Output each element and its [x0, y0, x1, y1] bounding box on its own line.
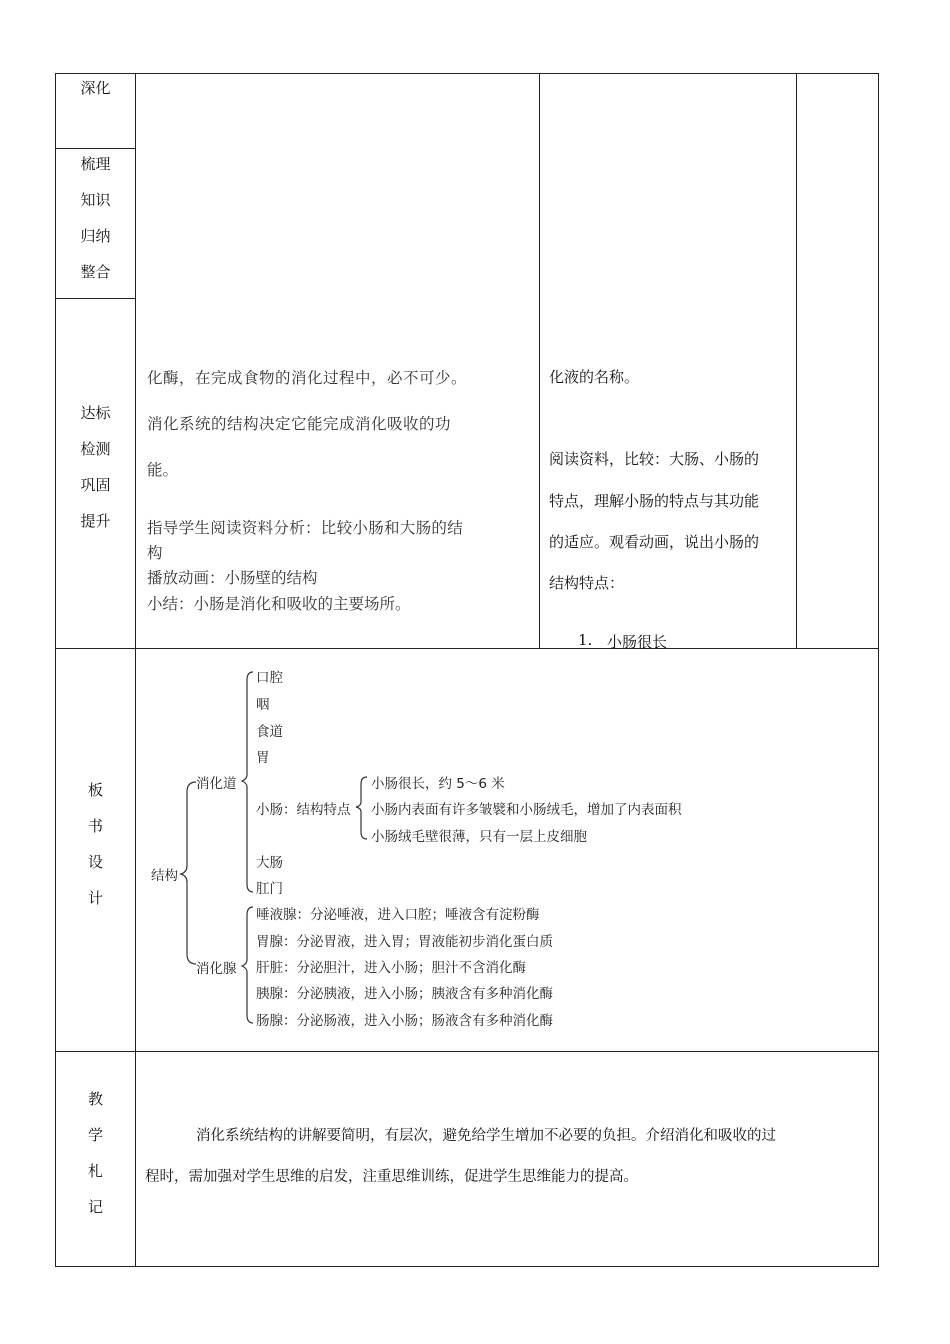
- label-char: 归纳: [80, 227, 111, 245]
- notes-line: 消化系统结构的讲解要简明，有层次，避免给学生增加不必要的负担。介绍消化和吸收的过: [196, 1128, 776, 1144]
- board-gland-item: 胰腺：分泌胰液，进入小肠；胰液含有多种消化酶: [256, 986, 553, 1002]
- student-line: 化液的名称。: [549, 368, 640, 386]
- board-tract-label: 消化道: [196, 776, 237, 792]
- label-char: 整合: [80, 263, 111, 281]
- student-line: 阅读资料，比较：大肠、小肠的: [549, 450, 760, 468]
- student-list-item: 小肠很长: [607, 633, 668, 651]
- label-char: 板: [87, 781, 103, 799]
- teacher-line: 播放动画：小肠壁的结构: [147, 569, 318, 587]
- board-large-intestine: 大肠: [256, 855, 283, 871]
- student-list-number: 1.: [578, 631, 593, 649]
- board-si-point: 小肠很长，约 5～6 米: [371, 776, 505, 792]
- label-char: 梳理: [80, 155, 111, 173]
- gland-brace: [242, 907, 253, 1023]
- board-si-point: 小肠绒毛壁很薄，只有一层上皮细胞: [371, 829, 587, 845]
- board-small-intestine: 小肠：结构特点: [256, 802, 351, 818]
- board-tract-item: 咽: [256, 697, 270, 713]
- board-root: 结构: [151, 868, 178, 884]
- label-text: 深化: [80, 79, 111, 97]
- root-brace: [181, 782, 196, 964]
- board-anus: 肛门: [256, 881, 283, 897]
- label-char: 检测: [80, 440, 111, 458]
- label-char: 提升: [80, 512, 111, 530]
- label-char: 设: [87, 853, 103, 871]
- board-si-point: 小肠内表面有许多皱襞和小肠绒毛，增加了内表面积: [371, 802, 682, 818]
- student-line: 结构特点：: [549, 574, 625, 592]
- board-gland-label: 消化腺: [196, 961, 237, 977]
- label-char: 巩固: [80, 476, 111, 494]
- board-tract-item: 食道: [256, 724, 283, 740]
- teacher-line: 消化系统的结构决定它能完成消化吸收的功: [147, 415, 452, 433]
- board-gland-item: 唾液腺：分泌唾液，进入口腔；唾液含有淀粉酶: [256, 907, 540, 923]
- label-char: 知识: [80, 191, 111, 209]
- label-char: 达标: [80, 404, 111, 422]
- label-char: 计: [87, 889, 103, 907]
- label-char: 教: [87, 1090, 103, 1108]
- teacher-line: 化酶，在完成食物的消化过程中，必不可少。: [147, 369, 468, 387]
- board-gland-item: 肝脏：分泌胆汁，进入小肠；胆汁不含消化酶: [256, 960, 526, 976]
- student-line: 的适应。观看动画，说出小肠的: [549, 533, 760, 551]
- label-char: 书: [87, 817, 103, 835]
- student-line: 特点，理解小肠的特点与其功能: [549, 492, 760, 510]
- tract-brace: [242, 672, 253, 892]
- teacher-line: 能。: [147, 461, 179, 479]
- board-tract-item: 胃: [256, 750, 270, 766]
- label-char: 札: [87, 1162, 103, 1180]
- label-char: 记: [87, 1198, 103, 1216]
- board-gland-item: 肠腺：分泌肠液，进入小肠；肠液含有多种消化酶: [256, 1013, 553, 1029]
- notes-line: 程时，需加强对学生思维的启发，注重思维训练，促进学生思维能力的提高。: [145, 1169, 638, 1185]
- teacher-line: 指导学生阅读资料分析：比较小肠和大肠的结: [147, 519, 464, 537]
- board-tract-item: 口腔: [256, 670, 283, 686]
- teacher-line: 小结：小肠是消化和吸收的主要场所。: [147, 595, 411, 613]
- board-gland-item: 胃腺：分泌胃液，进入胃；胃液能初步消化蛋白质: [256, 934, 553, 950]
- label-char: 学: [87, 1126, 103, 1144]
- teacher-line: 构: [147, 544, 163, 562]
- si-brace: [356, 777, 367, 839]
